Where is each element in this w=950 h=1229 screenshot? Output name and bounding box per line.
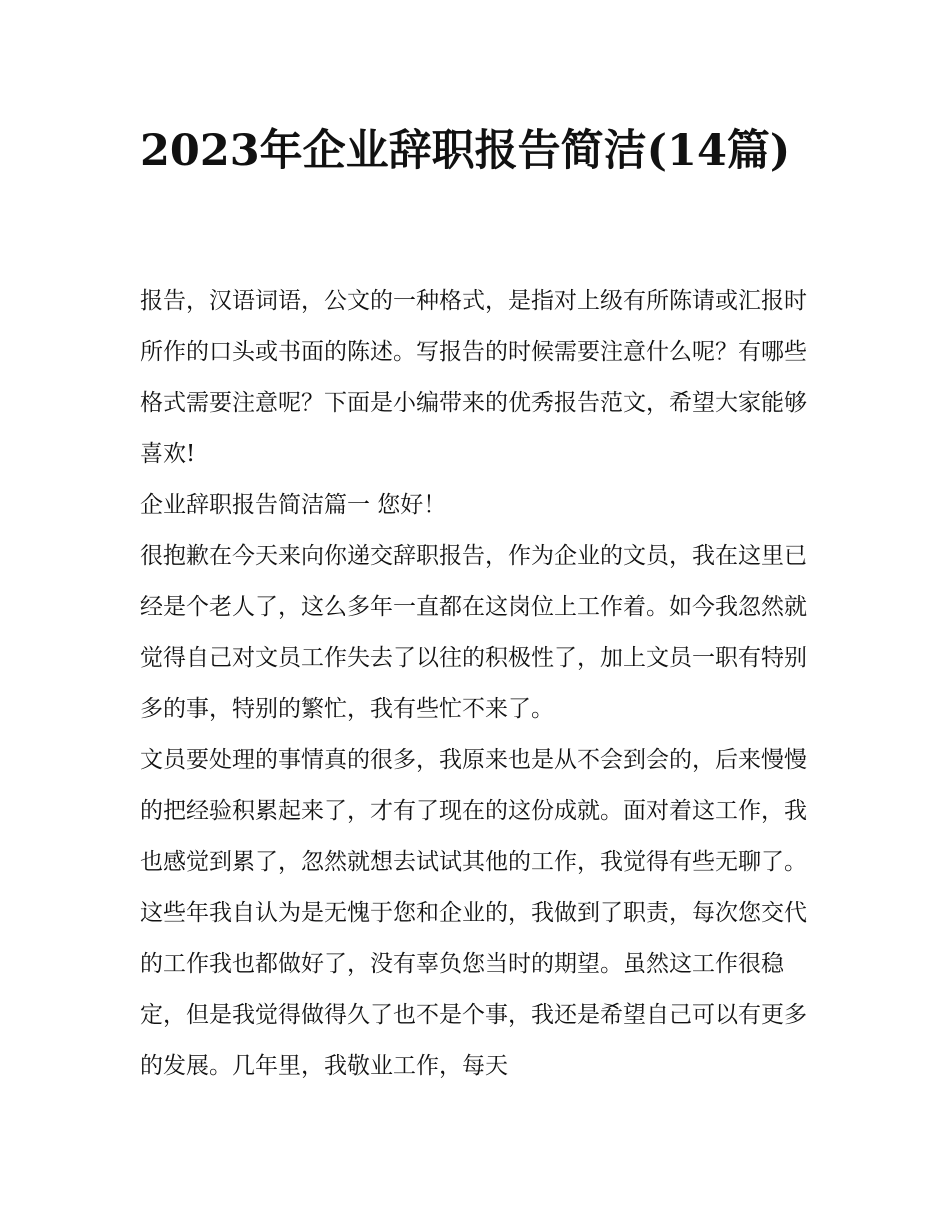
body-paragraph-1: 很抱歉在今天来向你递交辞职报告，作为企业的文员，我在这里已经是个老人了，这么多年一直都在这岗位上工作着。如今我忽然就觉得自己对文员工作失去了以往的积极性了，加上文员一职有特别多的事，特别的繁忙，我有些忙不来了。 xyxy=(140,543,807,722)
section-heading: 企业辞职报告简洁篇一 您好！ xyxy=(140,492,447,518)
body-paragraph-2: 文员要处理的事情真的很多，我原来也是从不会到会的，后来慢慢的把经验积累起来了，才有了现在的这份成就。面对着这工作，我也感觉到累了，忽然就想去试试其他的工作，我觉得有些无聊了。这些年我自认为是无愧于您和企业的，我做到了职责，每次您交代的工作我也都做好了，没有辜负您当时的期望。虽然这工作很稳定，但是我觉得做得久了也不是个事，我还是希望自己可以有更多的发展。几年里，我敬业工作，每天 xyxy=(140,747,807,1079)
document-title: 2023年企业辞职报告简洁(14篇) xyxy=(140,126,791,176)
intro-paragraph: 报告，汉语词语，公文的一种格式，是指对上级有所陈请或汇报时所作的口头或书面的陈述。写报告的时候需要注意什么呢？有哪些格式需要注意呢？下面是小编带来的优秀报告范文，希望大家能够喜欢! xyxy=(140,288,807,467)
document-body xyxy=(140,276,815,1092)
